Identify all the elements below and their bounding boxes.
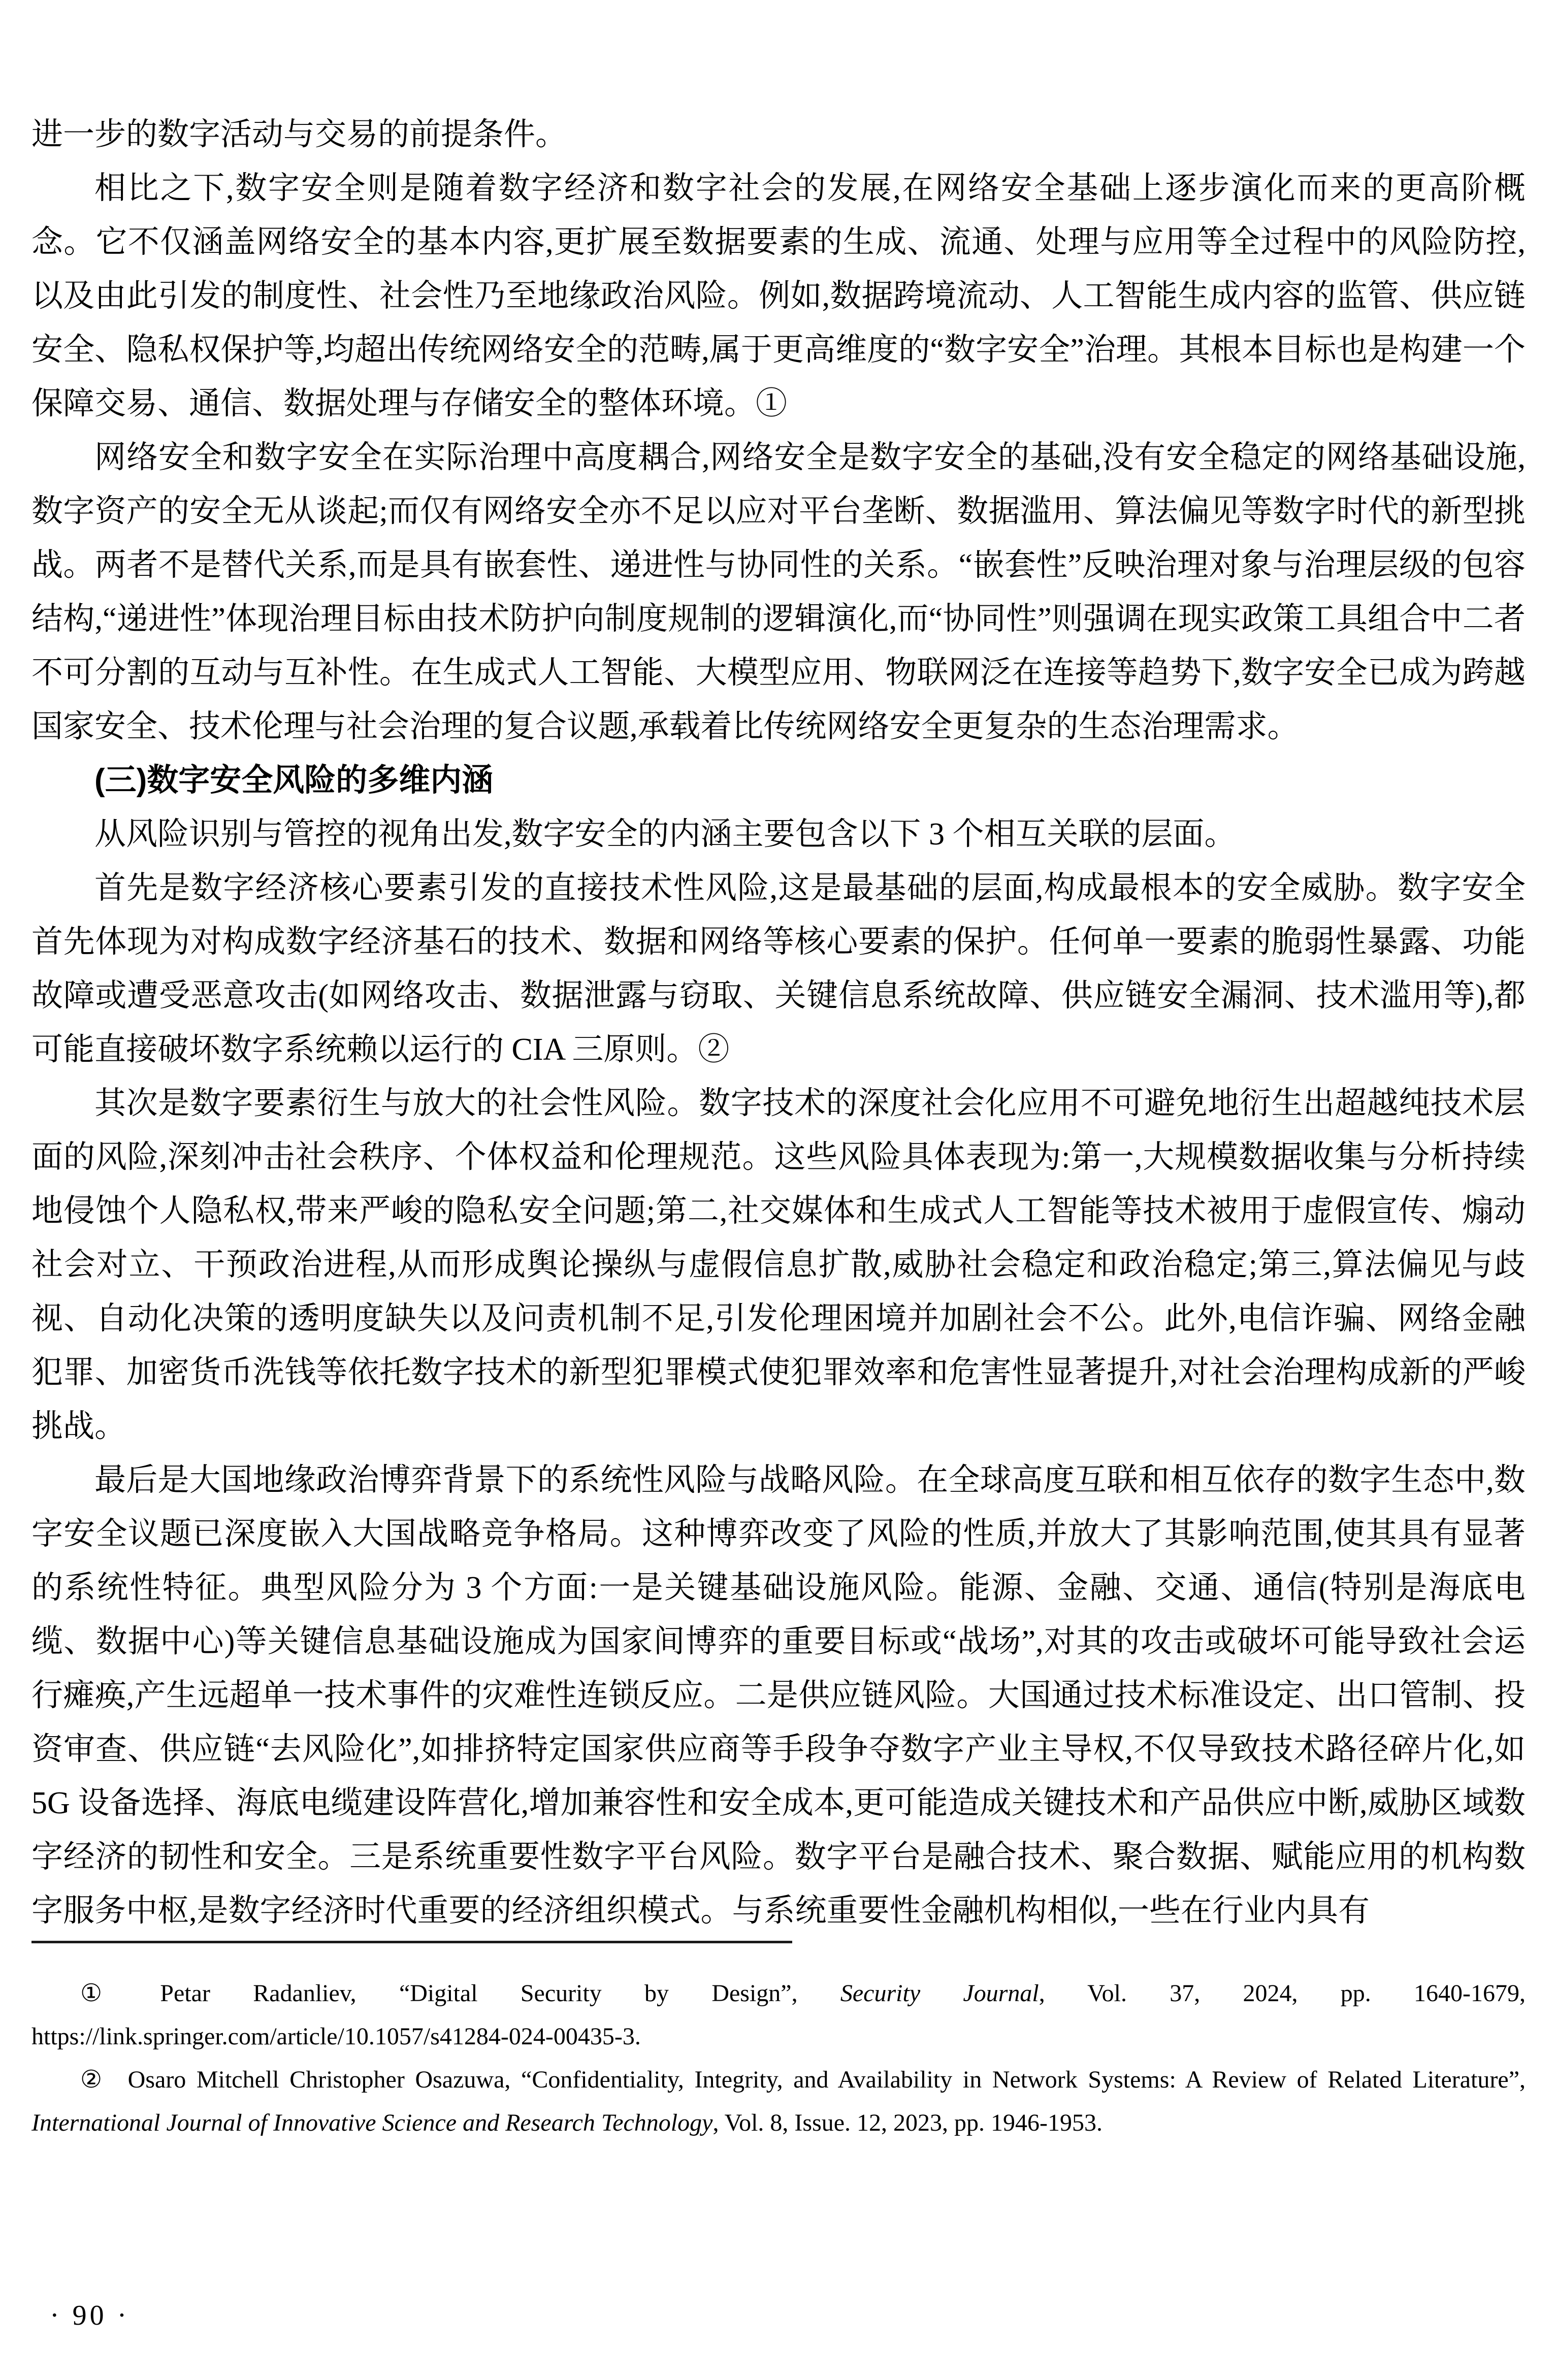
- footnote-text: Petar Radanliev, “Digital Security by Design”,: [160, 1980, 840, 2007]
- paragraph-continuation: [31, 108, 1526, 161]
- paragraph: [31, 807, 1526, 861]
- footnote-text: Osaro Mitchell Christopher Osazuwa, “Confidentiality, Integrity, and Availability in Network Systems: A Review of Related Literature”,: [127, 2066, 1526, 2093]
- footnote-text: , Vol. 37, 2024, pp. 1640-1679, https://link.springer.com/article/10.1057/s41284-024-00435-3.: [31, 1980, 1526, 2050]
- paragraph-text: 最后是大国地缘政治博弈背景下的系统性风险与战略风险。在全球高度互联和相互依存的数字生态中,数字安全议题已深度嵌入大国战略竞争格局。这种博弈改变了风险的性质,并放大了其影响范围,使其具有显著的系统性特征。典型风险分为 3 个方面:一是关键基础设施风险。能源、金融、交通、通信(特别是海底电缆、数据中心)等关键信息基础设施成为国家间博弈的重要目标或“战场”,对其的攻击或破坏可能导致社会运行瘫痪,产生远超单一技术事件的灾难性连锁反应。二是供应链风险。大国通过技术标准设定、出口管制、投资审查、供应链“去风险化”,如排挤特定国家供应商等手段争夺数字产业主导权,不仅导致技术路径碎片化,如 5G 设备选择、海底电缆建设阵营化,增加兼容性和安全成本,更可能造成关键技术和产品供应中断,威胁区域数字经济的韧性和安全。三是系统重要性数字平台风险。数字平台是融合技术、聚合数据、赋能应用的机构数字服务中枢,是数字经济时代重要的经济组织模式。与系统重要性金融机构相似,一些在行业内具有: [31, 1463, 1526, 1928]
- footnote-1: [31, 1972, 1526, 2058]
- paragraph: [31, 861, 1526, 1077]
- paragraph: [31, 1077, 1526, 1453]
- footnote-journal-title: Security Journal: [840, 1980, 1039, 2007]
- footnote-area: [0, 1941, 1557, 2144]
- paragraph-text: 进一步的数字活动与交易的前提条件。: [31, 117, 567, 152]
- footnote-2: [31, 2058, 1526, 2144]
- footnote-ref-1: ①: [756, 386, 788, 421]
- paragraph: [31, 1453, 1526, 1938]
- footnote-ref-2: ②: [698, 1032, 730, 1067]
- footnote-text: , Vol. 8, Issue. 12, 2023, pp. 1946-1953.: [712, 2109, 1103, 2136]
- paragraph-text: 其次是数字要素衍生与放大的社会性风险。数字技术的深度社会化应用不可避免地衍生出超越纯技术层面的风险,深刻冲击社会秩序、个体权益和伦理规范。这些风险具体表现为:第一,大规模数据收集与分析持续地侵蚀个人隐私权,带来严峻的隐私安全问题;第二,社交媒体和生成式人工智能等技术被用于虚假宣传、煽动社会对立、干预政治进程,从而形成舆论操纵与虚假信息扩散,威胁社会稳定和政治稳定;第三,算法偏见与歧视、自动化决策的透明度缺失以及问责机制不足,引发伦理困境并加剧社会不公。此外,电信诈骗、网络金融犯罪、加密货币洗钱等依托数字技术的新型犯罪模式使犯罪效率和危害性显著提升,对社会治理构成新的严峻挑战。: [31, 1086, 1526, 1444]
- paragraph-text: 网络安全和数字安全在实际治理中高度耦合,网络安全是数字安全的基础,没有安全稳定的网络基础设施,数字资产的安全无从谈起;而仅有网络安全亦不足以应对平台垄断、数据滥用、算法偏见等数字时代的新型挑战。两者不是替代关系,而是具有嵌套性、递进性与协同性的关系。“嵌套性”反映治理对象与治理层级的包容结构,“递进性”体现治理目标由技术防护向制度规制的逻辑演化,而“协同性”则强调在现实政策工具组合中二者不可分割的互动与互补性。在生成式人工智能、大模型应用、物联网泛在连接等趋势下,数字安全已成为跨越国家安全、技术伦理与社会治理的复合议题,承载着比传统网络安全更复杂的生态治理需求。: [31, 440, 1526, 744]
- footnote-marker: ②: [80, 2066, 107, 2093]
- paragraph-text: 从风险识别与管控的视角出发,数字安全的内涵主要包含以下 3 个相互关联的层面。: [94, 817, 1236, 852]
- section-heading: (三)数字安全风险的多维内涵: [94, 763, 494, 798]
- footnote-journal-title: International Journal of Innovative Science and Research Technology: [31, 2109, 713, 2136]
- paragraph-text: 相比之下,数字安全则是随着数字经济和数字社会的发展,在网络安全基础上逐步演化而来的更高阶概念。它不仅涵盖网络安全的基本内容,更扩展至数据要素的生成、流通、处理与应用等全过程中的风险防控,以及由此引发的制度性、社会性乃至地缘政治风险。例如,数据跨境流动、人工智能生成内容的监管、供应链安全、隐私权保护等,均超出传统网络安全的范畴,属于更高维度的“数字安全”治理。其根本目标也是构建一个保障交易、通信、数据处理与存储安全的整体环境。: [31, 171, 1526, 421]
- footnote-separator: [31, 1941, 792, 1943]
- footnote-marker: ①: [80, 1980, 139, 2007]
- paragraph: [31, 161, 1526, 431]
- paragraph-text: 首先是数字经济核心要素引发的直接技术性风险,这是最基础的层面,构成最根本的安全威胁。数字安全首先体现为对构成数字经济基石的技术、数据和网络等核心要素的保护。任何单一要素的脆弱性暴露、功能故障或遭受恶意攻击(如网络攻击、数据泄露与窃取、关键信息系统故障、供应链安全漏洞、技术滥用等),都可能直接破坏数字系统赖以运行的 CIA 三原则。: [31, 871, 1526, 1067]
- paragraph: [31, 431, 1526, 754]
- page-number: · 90 ·: [50, 2300, 130, 2331]
